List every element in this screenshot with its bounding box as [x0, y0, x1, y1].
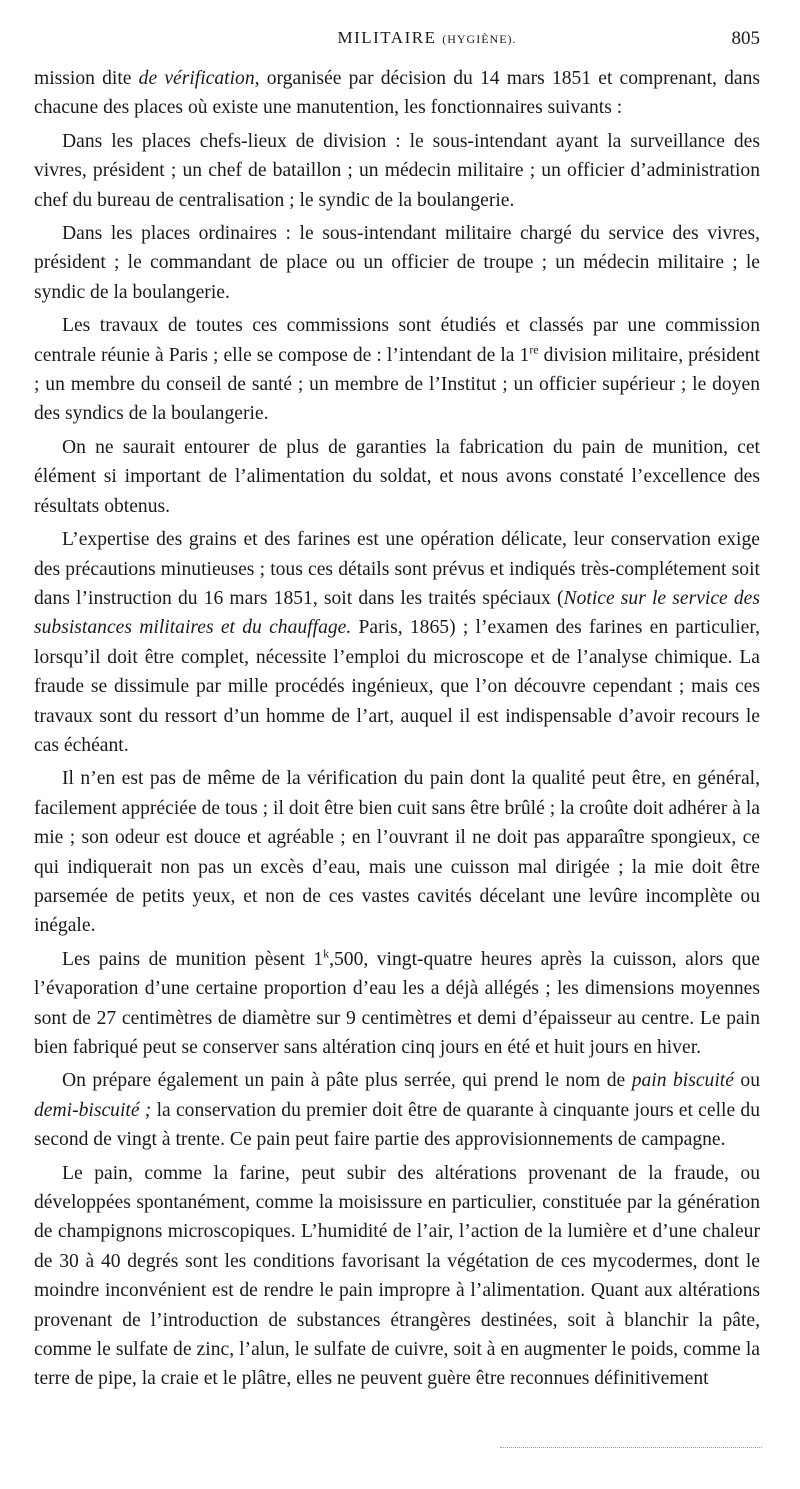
paragraph: [34, 945, 760, 1063]
italic-text: Notice sur le service des subsistances militaires et du chauffage.: [34, 587, 760, 639]
body-text: [34, 64, 760, 1394]
superscript-text: k: [323, 946, 330, 961]
paragraph-text: L’expertise des grains et des farines est une opération délicate, leur conservation exige des précautions minutieuses ; tous ces détails sont prévus et indiqués très-complétement soit dans l’instruction du 16 mars 1851, soit dans les traités spéciaux (: [34, 529, 760, 609]
italic-text: de vérification: [138, 68, 255, 89]
paragraph: [34, 433, 760, 521]
paragraph-text: Paris, 1865) ; l’examen des farines en particulier, lorsqu’il doit être complet, nécessite l’emploi du microscope et de l’analyse chimique. La fraude se dissimule par mille procédés ingénieux, que l’on découvre cependant ; mais ces travaux sont du ressort d’un homme de l’art, auquel il est indispensable d’avoir recours le cas échéant.: [34, 617, 760, 756]
running-header: [34, 28, 760, 62]
bottom-divider: [500, 1447, 762, 1448]
paragraph: [34, 311, 760, 429]
paragraph-text: Le pain, comme la farine, peut subir des altérations provenant de la fraude, ou développées spontanément, comme la moisissure en particulier, constituée par la génération de champignons microscopiques. L’humidité de l’air, l’action de la lumière et d’une chaleur de 30 à 40 degrés sont les conditions favorisant la végétation de ces mycodermes, dont le moindre inconvénient est de rendre le pain impropre à l’alimentation. Quant aux altérations provenant de l’introduction de substances étrangères destinées, soit à blanchir la pâte, comme le sulfate de zinc, l’alun, le sulfate de cuivre, soit à en augmenter le poids, comme la terre de pipe, la craie et le plâtre, elles ne peuvent guère être reconnues définitivement: [34, 1162, 760, 1390]
running-subtitle: (HYGIÈNE).: [442, 32, 517, 46]
paragraph: [34, 525, 760, 760]
paragraph: [34, 219, 760, 307]
paragraph-text: On ne saurait entourer de plus de garanties la fabrication du pain de munition, cet élément si important de l’alimentation du soldat, et nous avons constaté l’excellence des résultats obtenus.: [34, 436, 760, 517]
paragraph-text: Dans les places ordinaires : le sous-intendant militaire chargé du service des vivres, président ; le commandant de place ou un officier de troupe ; un médecin militaire ; le syndic de la boulangerie.: [34, 223, 760, 303]
paragraph-text: Dans les places chefs-lieux de division : le sous-intendant ayant la surveillance des vivres, président ; un chef de bataillon ; un médecin militaire ; un officier d’administration chef du bureau de centralisation ; le syndic de la boulangerie.: [34, 130, 760, 211]
paragraph: [34, 1159, 760, 1394]
paragraph-text: Les pains de munition pèsent 1: [62, 948, 324, 970]
paragraph-text: ,500, vingt-quatre heures après la cuisson, alors que l’évaporation d’une certaine proportion d’eau les a déjà allégés ; les dimensions moyennes sont de 27 centimètres de diamètre sur 9 centimètres et demi d’épaisseur au centre. Le pain bien fabriqué peut se conserver sans altération cinq jours en été et huit jours en hiver.: [34, 948, 760, 1058]
paragraph-text: la conservation du premier doit être de quarante à cinquante jours et celle du second de vingt à trente. Ce pain peut faire partie des approvisionnements de campagne.: [34, 1099, 760, 1151]
running-title-group: [277, 28, 516, 48]
paragraph: [34, 1066, 760, 1154]
paragraph-text: On prépare également un pain à pâte plus serrée, qui prend le nom de: [62, 1070, 632, 1092]
paragraph-text: mission dite: [34, 68, 139, 89]
paragraph-text: , organisée par décision du 14 mars 1851 et comprenant, dans chacune des places où existe une manutention, les fonctionnaires suivants :: [34, 68, 761, 119]
running-title: MILITAIRE: [337, 28, 437, 47]
paragraph: [34, 764, 760, 940]
paragraph: [34, 64, 760, 123]
paragraph-text: Les travaux de toutes ces commissions sont étudiés et classés par une commission centrale réunie à Paris ; elle se compose de : l’intendant de la 1: [34, 315, 760, 366]
paragraph: [34, 127, 760, 215]
italic-text: demi-biscuité ;: [34, 1099, 152, 1121]
paragraph-text: Il n’en est pas de même de la vérification du pain dont la qualité peut être, en général, facilement appréciée de tous ; il doit être bien cuit sans être brûlé ; la croûte doit adhérer à la mie ; son odeur est douce et agréable ; en l’ouvrant il ne doit pas apparaître spongieux, ce qui indiquerait non pas un excès d’eau, mais une cuisson mal dirigée ; la mie doit être parsemée de petits yeux, et non de ces vastes cavités décelant une levûre incomplète ou inégale.: [34, 768, 760, 937]
page-number: 805: [731, 28, 760, 49]
superscript-text: re: [529, 342, 539, 357]
paragraph-text: division militaire, président ; un membre du conseil de santé ; un membre de l’Institut ; un officier supérieur ; le doyen des syndics de la boulangerie.: [34, 344, 761, 425]
paragraph-text: ou: [733, 1070, 761, 1092]
italic-text: pain biscuité: [631, 1070, 734, 1092]
